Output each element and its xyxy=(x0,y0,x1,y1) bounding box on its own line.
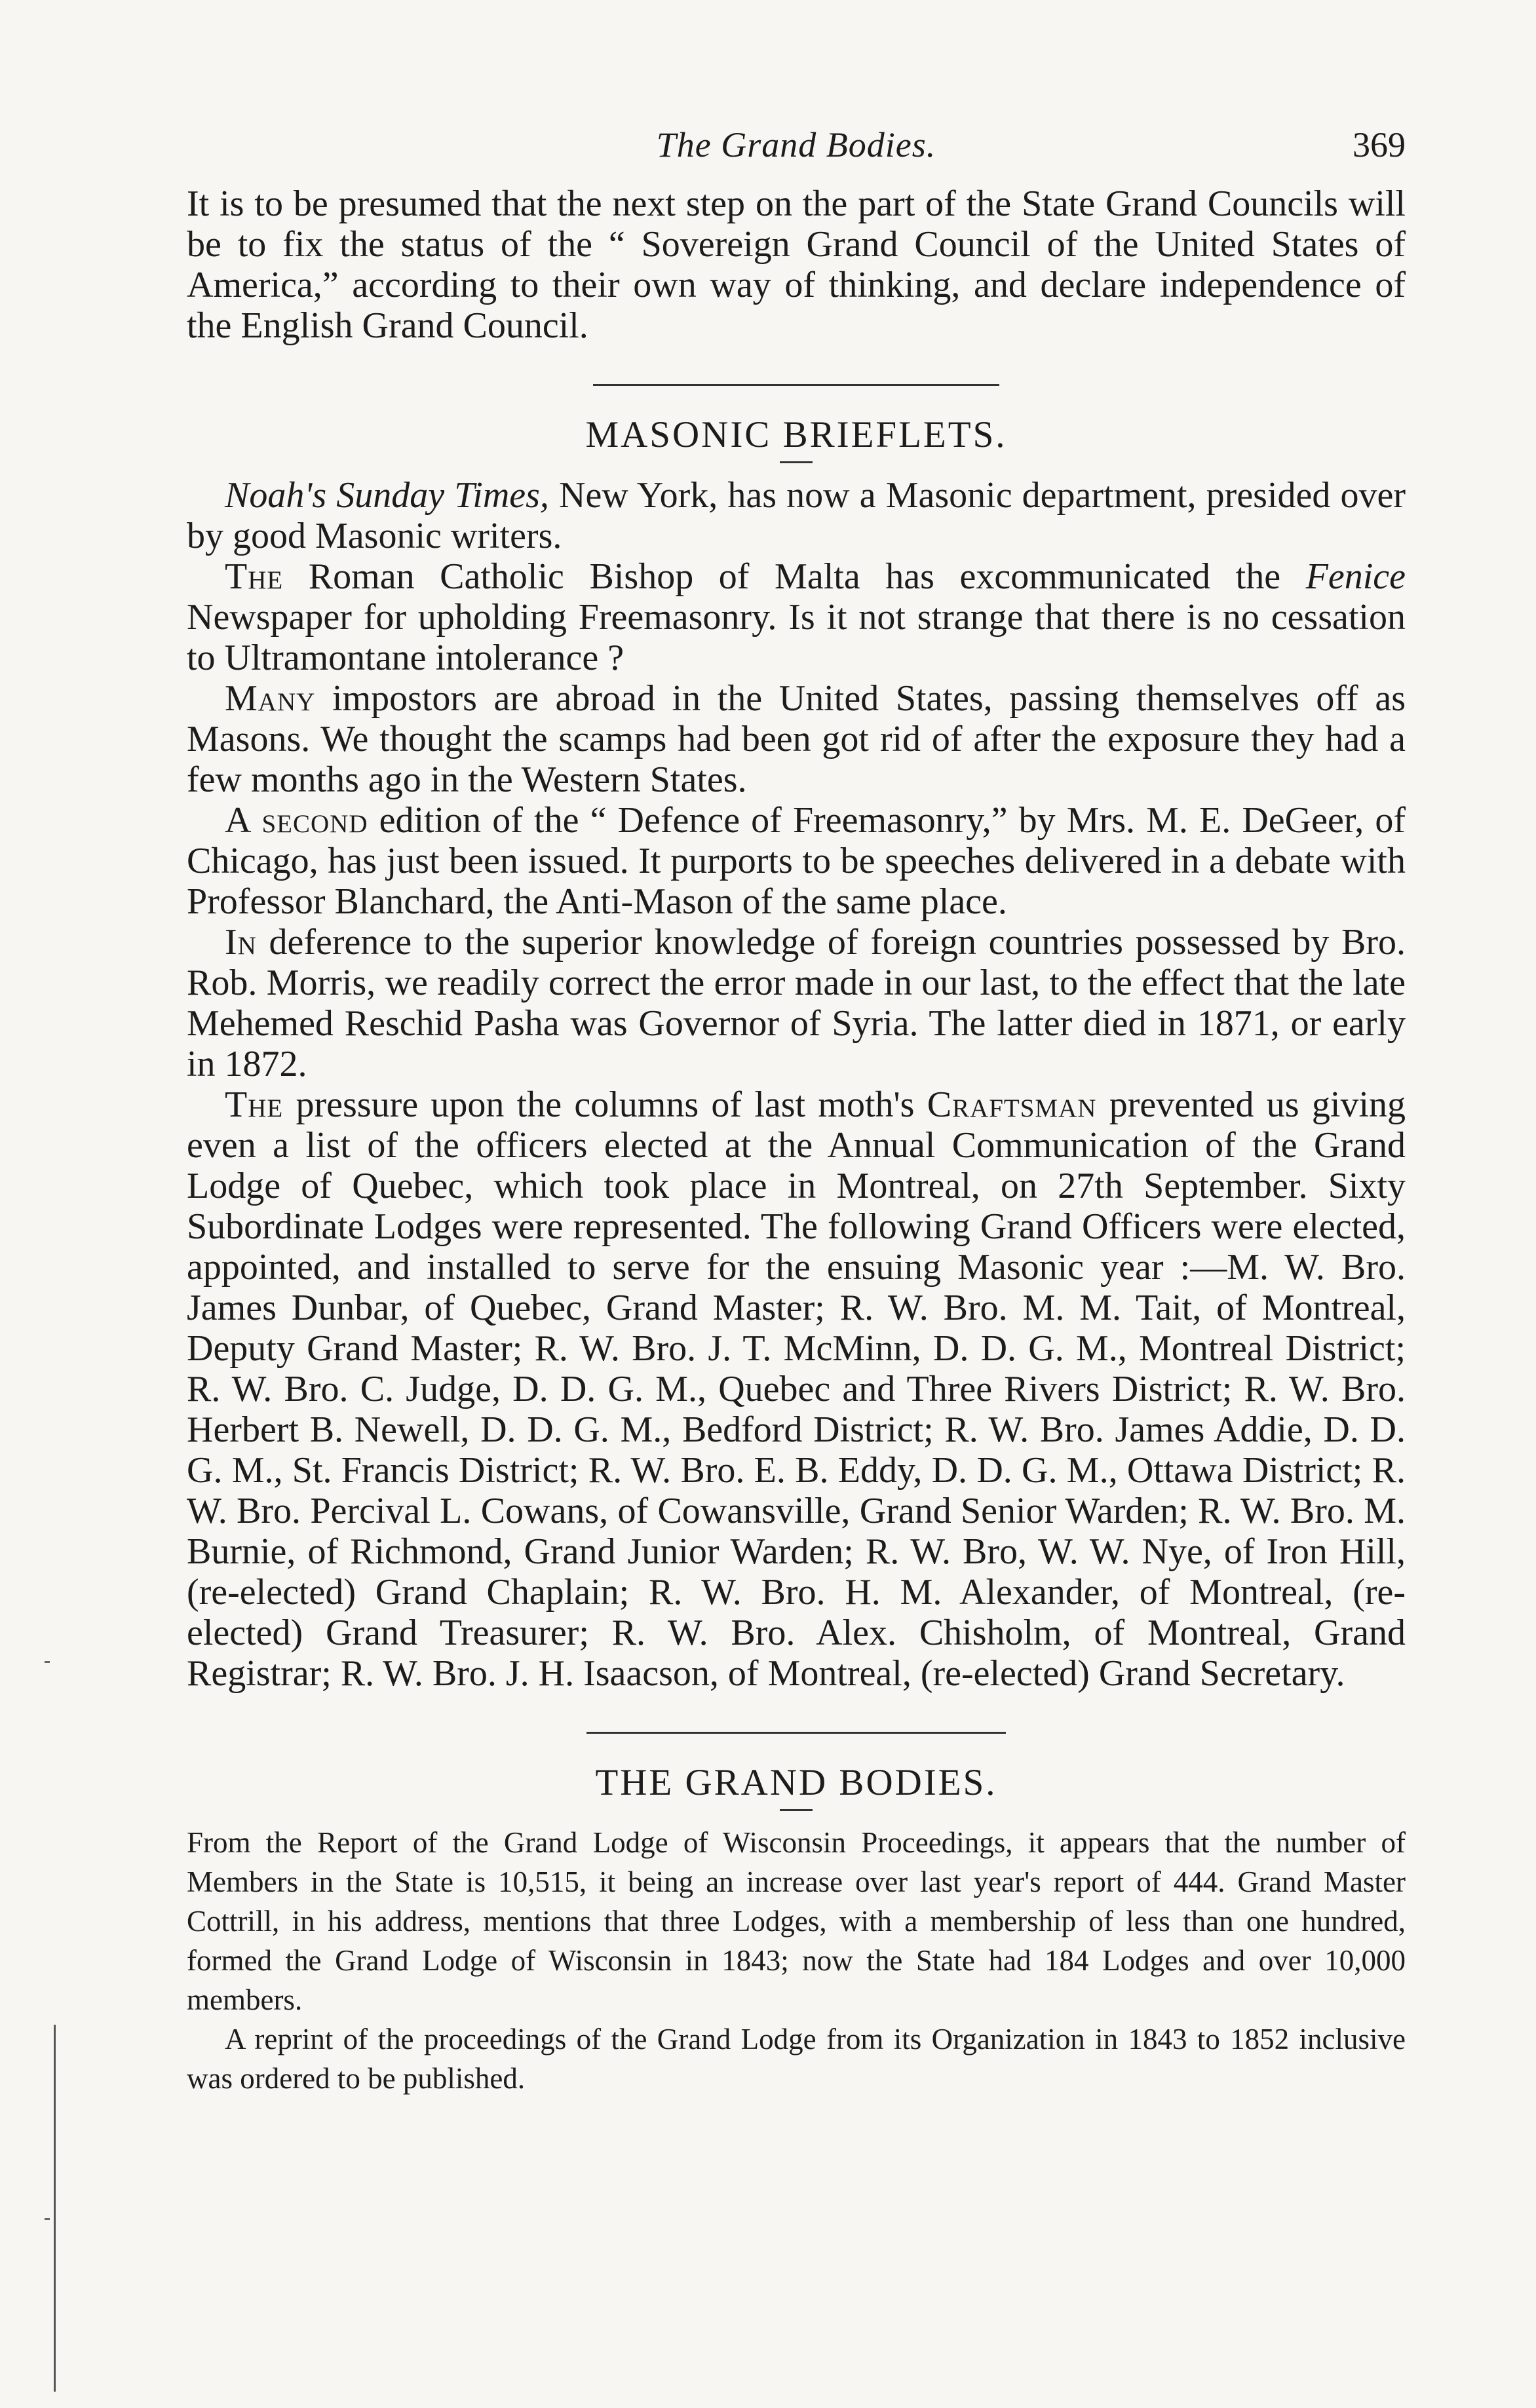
main-text xyxy=(187,183,1406,1811)
noah-title: Noah's Sunday Times, xyxy=(225,475,549,516)
fenice-title: Fenice xyxy=(1305,556,1406,597)
brief-impostors: Many impostors are abroad in the United States, passing themselves off as Masons. We thought the scamps had been got rid of after the exposure they had a few months ago in the Western States. xyxy=(187,678,1406,800)
margin-scan-mark xyxy=(45,1661,50,1663)
brief-second-edition: A second edition of the “ Defence of Freemasonry,” by Mrs. M. E. DeGeer, of Chicago, has just been issued. It purports to be speeches delivered in a debate with Professor Blanchard, the Anti-Mason of the same place. xyxy=(187,800,1406,922)
section-divider xyxy=(593,384,999,386)
heading-rule xyxy=(780,1809,813,1811)
grand-bodies-text xyxy=(187,1823,1406,2098)
page-number: 369 xyxy=(1353,125,1406,164)
section-divider xyxy=(586,1732,1006,1734)
craftsman-title: Craftsman xyxy=(927,1084,1097,1125)
masonic-brieflets-heading: MASONIC BRIEFLETS. xyxy=(585,414,1007,455)
margin-scan-line xyxy=(54,2025,56,2392)
page xyxy=(187,124,1406,2098)
heading-rule xyxy=(780,461,813,463)
intro-paragraph: It is to be presumed that the next step on the part of the State Grand Councils will be to fix the status of the “ Sovereign Grand Council of the United States of America,” according to their own way of thinking, and declare independence of the English Grand Council. xyxy=(187,183,1406,346)
brief-pressure: The pressure upon the columns of last moth's Craftsman prevented us giving even a list of the officers elected at the Annual Communication of the Grand Lodge of Quebec, which took place in Montreal, on 27th September. Sixty Subordinate Lodges were represented. The following Grand Officers were elected, appointed, and installed to serve for the ensuing Masonic year :—M. W. Bro. James Dunbar, of Quebec, Grand Master; R. W. Bro. M. M. Tait, of Montreal, Deputy Grand Master; R. W. Bro. J. T. McMinn, D. D. G. M., Montreal District; R. W. Bro. C. Judge, D. D. G. M., Quebec and Three Rivers District; R. W. Bro. Herbert B. Newell, D. D. G. M., Bedford District; R. W. Bro. James Addie, D. D. G. M., St. Francis District; R. W. Bro. E. B. Eddy, D. D. G. M., Ottawa District; R. W. Bro. Percival L. Cowans, of Cowansville, Grand Senior Warden; R. W. Bro. M. Burnie, of Richmond, Grand Junior Warden; R. W. Bro, W. W. Nye, of Iron Hill, (re-elected) Grand Chaplain; R. W. Bro. H. M. Alexander, of Montreal, (re-elected) Grand Treasurer; R. W. Bro. Alex. Chisholm, of Montreal, Grand Registrar; R. W. Bro. J. H. Isaacson, of Montreal, (re-elected) Grand Secretary. xyxy=(187,1084,1406,1694)
margin-scan-mark xyxy=(45,2218,50,2220)
wisconsin-paragraph: From the Report of the Grand Lodge of Wisconsin Proceedings, it appears that the number of Members in the State is 10,515, it being an increase over last year's report of 444. Grand Master Cottrill, in his address, mentions that three Lodges, with a membership of less than one hundred, formed the Grand Lodge of Wisconsin in 1843; now the State had 184 Lodges and over 10,000 members. xyxy=(187,1826,1406,2016)
running-head xyxy=(187,124,1406,183)
reprint-paragraph: A reprint of the proceedings of the Grand Lodge from its Organization in 1843 to 1852 inclusive was ordered to be published. xyxy=(187,2023,1406,2095)
brief-noah: Noah's Sunday Times, New York, has now a Masonic department, presided over by good Masonic writers. xyxy=(187,475,1406,556)
running-title: The Grand Bodies. xyxy=(656,125,936,164)
grand-bodies-heading: THE GRAND BODIES. xyxy=(595,1762,997,1803)
brief-deference: In deference to the superior knowledge of foreign countries possessed by Bro. Rob. Morris, we readily correct the error made in our last, to the effect that the late Mehemed Reschid Pasha was Governor of Syria. The latter died in 1871, or early in 1872. xyxy=(187,922,1406,1084)
brief-roman-catholic: The Roman Catholic Bishop of Malta has excommunicated the Fenice Newspaper for upholding Freemasonry. Is it not strange that there is no cessation to Ultramontane intolerance ? xyxy=(187,556,1406,678)
